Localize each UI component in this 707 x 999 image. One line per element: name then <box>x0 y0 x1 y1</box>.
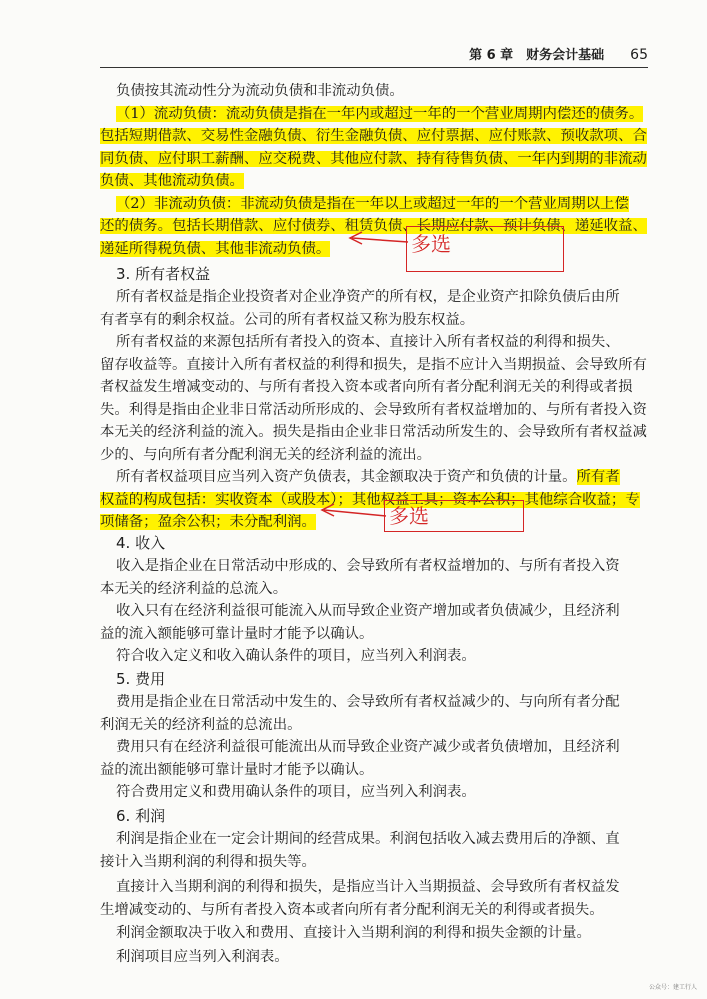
paragraph <box>100 645 476 668</box>
text-line: 符合收入定义和收入确认条件的项目，应当列入利润表。 <box>116 648 476 664</box>
text-line: 接计入当期利润的利得和损失等。 <box>100 853 316 870</box>
section-heading-profit: 6. 利润 <box>116 807 166 825</box>
text-line: 益的流出额能够可靠计量时才能予以确认。 <box>100 761 374 778</box>
text-line: 本无关的经济利益的流入。损失是指由企业非日常活动所发生的、会导致所有者权益减 <box>100 424 647 440</box>
text-line: 利润项目应当列入利润表。 <box>116 949 289 965</box>
text-line: 少的、与向所有者分配利润无关的经济利益的流出。 <box>100 446 431 463</box>
paragraph <box>100 922 591 945</box>
highlighted-text: （1）流动负债：流动负债是指在一年内或超过一年的一个营业周期内偿还的债务。 <box>116 105 644 122</box>
page-number: 65 <box>630 47 648 63</box>
text-line: 收入是指企业在日常活动中形成的、会导致所有者权益增加的、与所有者投入资 <box>116 558 620 574</box>
paragraph-equity-components <box>100 466 640 534</box>
text-line: 所有者权益是指企业投资者对企业净资产的所有权，是企业资产扣除负债后由所 <box>116 289 620 305</box>
highlighted-text: 负债、其他流动负债。 <box>100 173 244 189</box>
highlighted-paragraph-current-liabilities <box>100 103 647 193</box>
text-segment: 所有者权益项目应当列入资产负债表，其金额取决于资产和负债的计量。 <box>116 469 577 485</box>
text-line: 利润金额取决于收入和费用、直接计入当期利润的利得和损失金额的计量。 <box>116 925 591 941</box>
text-line: 直接计入当期利润的利得和损失，是指应当计入当期损益、会导致所有者权益发 <box>116 879 620 895</box>
text-line: 益的流入额能够可靠计量时才能予以确认。 <box>100 625 374 642</box>
paragraph <box>100 555 620 600</box>
text-line: 收入只有在经济利益很可能流入从而导致企业资产增加或者负债减少，且经济利 <box>116 603 620 619</box>
text-line: 本无关的经济利益的总流入。 <box>100 580 288 597</box>
text-line: 利润是指企业在一定会计期间的经营成果。利润包括收入减去费用后的净额、直 <box>116 831 620 847</box>
paragraph <box>100 331 647 466</box>
paragraph <box>100 828 620 873</box>
paragraph <box>116 80 404 103</box>
paragraph <box>100 286 620 331</box>
text-line: 利润无关的经济利益的总流出。 <box>100 716 302 733</box>
text-line: 符合费用定义和费用确认条件的项目，应当列入利润表。 <box>116 784 476 800</box>
highlighted-text: 包括短期借款、交易性金融负债、衍生金融负债、应付票据、应付账款、预收款项、合 <box>100 128 647 144</box>
annotation-label: 多选 <box>389 504 429 528</box>
annotation-box-multiple-choice <box>384 500 524 532</box>
text-line: 费用是指企业在日常活动中发生的、会导致所有者权益减少的、与向所有者分配 <box>116 694 620 710</box>
highlighted-text: （2）非流动负债：非流动负债是指在一年以上或超过一年的一个营业周期以上偿 <box>116 195 629 212</box>
paragraph <box>100 691 620 736</box>
page-header <box>100 40 648 68</box>
section-heading-revenue: 4. 收入 <box>116 534 166 552</box>
text-line: 失。利得是指由企业非日常活动所形成的、会导致所有者权益增加的、与所有者投入资 <box>100 401 647 418</box>
text-line: 生增减变动的、与所有者投入资本或者向所有者分配利润无关的利得或者损失。 <box>100 901 604 918</box>
paragraph <box>100 876 620 921</box>
paragraph <box>100 781 476 804</box>
annotation-box-multiple-choice <box>406 226 564 272</box>
text-line: 者权益发生增减变动的、与所有者投入资本或者向所有者分配利润无关的利得或者损 <box>100 379 633 395</box>
watermark-text: 公众号：建工行人 <box>648 984 697 991</box>
highlighted-text: 权益的构成包括：实收资本（或股本）；其他权益工具；资本公积；其他综合收益；专 <box>100 491 640 508</box>
paragraph <box>100 736 620 781</box>
highlighted-text: 同负债、应付职工薪酬、应交税费、其他应付款、持有待售负债、一年内到期的非流动 <box>100 150 647 167</box>
highlighted-text: 项储备；盈余公积；未分配利润。 <box>100 514 316 530</box>
arrow-icon <box>340 228 410 252</box>
text-line: 留存收益等。直接计入所有者权益的利得和损失，是指不应计入当期损益、会导致所有 <box>100 356 647 373</box>
section-heading-expenses: 5. 费用 <box>116 670 166 688</box>
text-line: 费用只有在经济利益很可能流出从而导致企业资产减少或者负债增加，且经济利 <box>116 739 620 755</box>
paragraph <box>100 600 620 645</box>
text-line: 负债按其流动性分为流动负债和非流动负债。 <box>116 83 404 99</box>
arrow-icon <box>312 502 388 522</box>
chapter-title: 第 6 章 财务会计基础 <box>469 48 605 63</box>
text-line: 所有者权益的来源包括所有者投入的资本、直接计入所有者权益的利得和损失、 <box>116 334 620 350</box>
text-line: 有者享有的剩余权益。公司的所有者权益又称为股东权益。 <box>100 311 475 328</box>
highlighted-text: 所有者 <box>576 469 620 485</box>
highlighted-text: 还的债务。包括长期借款、应付债券、租赁负债、长期应付款、预计负债、递延收益、 <box>100 218 647 234</box>
highlighted-text: 递延所得税负债、其他非流动负债。 <box>100 240 331 257</box>
annotation-label: 多选 <box>411 232 451 256</box>
section-heading-owners-equity: 3. 所有者权益 <box>116 265 211 283</box>
paragraph <box>100 946 289 969</box>
